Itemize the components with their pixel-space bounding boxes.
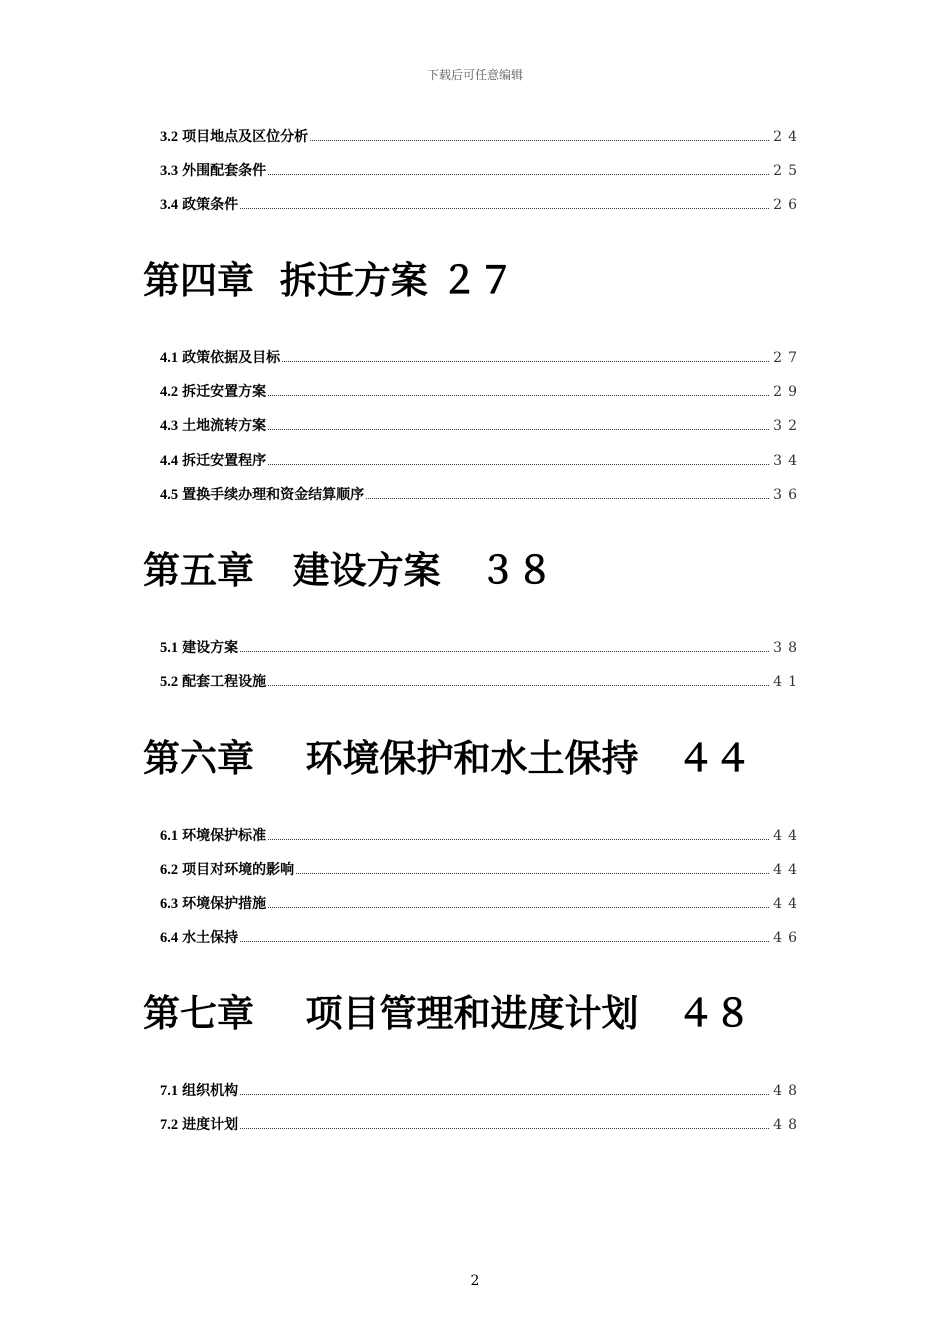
toc-entry-page: 29 [773, 384, 803, 400]
toc-entry[interactable] [160, 194, 803, 214]
toc-entry-number: 3.3 [160, 163, 179, 179]
toc-entry-title: 政策依据及目标 [182, 350, 281, 366]
toc-entry-page: 32 [773, 418, 803, 434]
dot-leader [366, 497, 769, 499]
dot-leader [268, 906, 769, 908]
toc-entry-title: 项目对环境的影响 [182, 862, 295, 878]
toc-entry-page: 24 [773, 129, 803, 145]
chapter-heading[interactable]: 第四章 拆迁方案 ２７ [143, 259, 515, 302]
toc-entry[interactable] [160, 859, 803, 879]
toc-entry-title: 环境保护标准 [182, 828, 267, 844]
toc-entry-title: 项目地点及区位分析 [182, 129, 309, 145]
dot-leader [282, 360, 769, 362]
toc-entry-page: 26 [773, 197, 803, 213]
toc-entry-title: 组织机构 [182, 1083, 239, 1099]
dot-leader [268, 394, 769, 396]
dot-leader [268, 428, 769, 430]
toc-entry[interactable] [160, 671, 803, 691]
toc-entry[interactable] [160, 450, 803, 470]
dot-leader [296, 872, 769, 874]
page-number: 2 [470, 1273, 480, 1289]
toc-entry-number: 6.2 [160, 862, 179, 878]
toc-entry-page: 36 [773, 487, 803, 503]
toc-entry[interactable] [160, 126, 803, 146]
toc-entry-title: 外围配套条件 [182, 163, 267, 179]
dot-leader [268, 838, 769, 840]
toc-entry-number: 4.4 [160, 453, 179, 469]
toc-entry-title: 水土保持 [182, 930, 239, 946]
dot-leader [240, 650, 769, 652]
toc-entry-page: 48 [773, 1083, 803, 1099]
chapter-heading[interactable]: 第五章 建设方案 ３８ [143, 549, 554, 592]
toc-entry[interactable] [160, 893, 803, 913]
dot-leader [310, 139, 769, 141]
dot-leader [240, 1127, 769, 1129]
toc-entry[interactable] [160, 347, 803, 367]
toc-entry-number: 6.1 [160, 828, 179, 844]
toc-entry-page: 48 [773, 1117, 803, 1133]
toc-entry-page: 27 [773, 350, 803, 366]
header-note: 下载后可任意编辑 [426, 68, 523, 82]
toc-entry[interactable] [160, 160, 803, 180]
dot-leader [268, 173, 769, 175]
toc-entry[interactable] [160, 637, 803, 657]
toc-entry-page: 38 [773, 640, 803, 656]
toc-entry-page: 34 [773, 453, 803, 469]
toc-entry-number: 4.3 [160, 418, 179, 434]
toc-entry[interactable] [160, 1080, 803, 1100]
toc-entry-page: 46 [773, 930, 803, 946]
toc-entry-number: 5.2 [160, 674, 179, 690]
dot-leader [268, 684, 769, 686]
toc-entry-title: 拆迁安置程序 [182, 453, 267, 469]
toc-entry[interactable] [160, 484, 803, 504]
dot-leader [240, 1093, 769, 1095]
toc-entry-number: 5.1 [160, 640, 179, 656]
toc-entry-title: 进度计划 [182, 1117, 239, 1133]
toc-entry[interactable] [160, 1114, 803, 1134]
toc-entry-title: 土地流转方案 [182, 418, 267, 434]
toc-entry-title: 拆迁安置方案 [182, 384, 267, 400]
toc-entry-number: 4.2 [160, 384, 179, 400]
toc-entry-title: 环境保护措施 [182, 896, 267, 912]
toc-entry-title: 配套工程设施 [182, 674, 267, 690]
toc-entry-number: 7.1 [160, 1083, 179, 1099]
toc-entry[interactable] [160, 825, 803, 845]
toc-entry[interactable] [160, 927, 803, 947]
toc-entry-title: 置换手续办理和资金结算顺序 [182, 487, 365, 503]
toc-entry-page: 41 [773, 674, 803, 690]
toc-entry-title: 建设方案 [182, 640, 239, 656]
toc-entry-number: 3.4 [160, 197, 179, 213]
toc-entry-page: 44 [773, 862, 803, 878]
toc-entry-number: 6.3 [160, 896, 179, 912]
dot-leader [240, 940, 769, 942]
toc-entry[interactable] [160, 415, 803, 435]
toc-entry-number: 7.2 [160, 1117, 179, 1133]
toc-entry-title: 政策条件 [182, 197, 239, 213]
chapter-heading[interactable]: 第六章 环境保护和水土保持 ４４ [143, 737, 752, 780]
toc-entry-page: 44 [773, 896, 803, 912]
toc-entry[interactable] [160, 381, 803, 401]
chapter-heading[interactable]: 第七章 项目管理和进度计划 ４８ [143, 992, 752, 1035]
toc-entry-number: 6.4 [160, 930, 179, 946]
toc-entry-number: 4.5 [160, 487, 179, 503]
toc-entry-number: 3.2 [160, 129, 179, 145]
dot-leader [268, 463, 769, 465]
toc-entry-number: 4.1 [160, 350, 179, 366]
dot-leader [240, 207, 769, 209]
toc-entry-page: 25 [773, 163, 803, 179]
toc-entry-page: 44 [773, 828, 803, 844]
